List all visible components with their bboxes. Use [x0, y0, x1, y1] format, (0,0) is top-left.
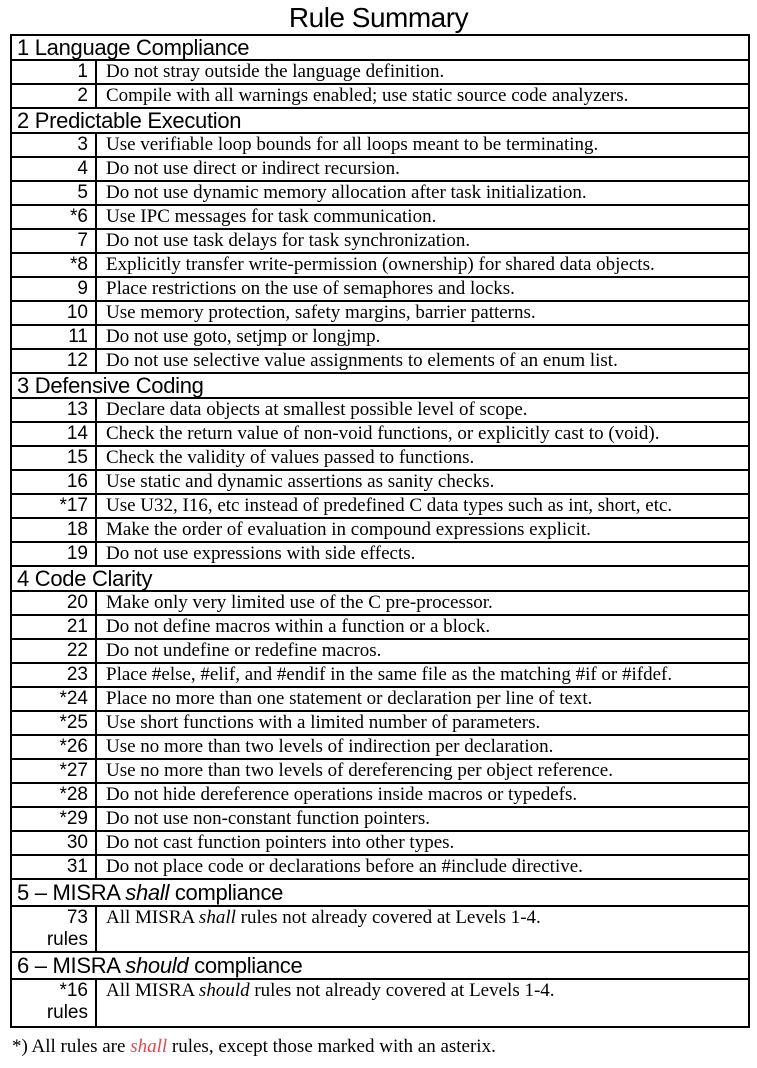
- rule-row: [12, 206, 748, 230]
- rule-text: Do not use non-constant function pointers.: [106, 808, 431, 829]
- footnote-text: *) All rules are: [12, 1036, 131, 1057]
- section-header-text: compliance: [188, 953, 303, 978]
- rule-text: Use verifiable loop bounds for all loops meant to be terminating.: [106, 134, 599, 155]
- rule-number: *29: [12, 808, 97, 830]
- rule-row: [12, 326, 748, 350]
- rule-row: [12, 447, 748, 471]
- footnote-text: rules, except those marked with an asterix.: [167, 1036, 496, 1057]
- rule-row: [12, 980, 748, 1026]
- rule-number: 4: [12, 158, 97, 180]
- rule-number: 13: [12, 399, 97, 421]
- rule-number: 16: [12, 471, 97, 493]
- rule-text: Use no more than two levels of indirection per declaration.: [106, 736, 554, 757]
- rule-number: *24: [12, 688, 97, 710]
- rule-row: [12, 85, 748, 109]
- rule-text: Use static and dynamic assertions as sanity checks.: [106, 471, 495, 492]
- rule-row: [12, 808, 748, 832]
- rule-number: 5: [12, 182, 97, 204]
- rule-row: [12, 158, 748, 182]
- rule-number: 23: [12, 664, 97, 686]
- rule-row: [12, 856, 748, 880]
- rule-number: *8: [12, 254, 97, 276]
- rule-number: 20: [12, 592, 97, 614]
- rule-row: [12, 519, 748, 543]
- rule-text: Compile with all warnings enabled; use static source code analyzers.: [106, 85, 629, 106]
- rule-count: *16: [59, 980, 88, 1001]
- section-header-emphasis: shall: [125, 880, 170, 905]
- rule-summary-table: [10, 34, 750, 1028]
- rule-number: *28: [12, 784, 97, 806]
- rule-row: [12, 495, 748, 519]
- rule-text: Use U32, I16, etc instead of predefined C data types such as int, short, etc.: [106, 495, 673, 516]
- rule-row: [12, 592, 748, 616]
- rule-number: 3: [12, 134, 97, 156]
- rule-text: All MISRA shall rules not already covered at Levels 1-4.: [106, 907, 541, 928]
- rule-number: 7: [12, 230, 97, 252]
- rule-text: Do not use expressions with side effects.: [106, 543, 416, 564]
- rule-text: Do not place code or declarations before an #include directive.: [106, 856, 583, 877]
- rule-number: 21: [12, 616, 97, 638]
- rule-number: 9: [12, 278, 97, 300]
- rule-row: [12, 182, 748, 206]
- rule-text: Explicitly transfer write-permission (ownership) for shared data objects.: [106, 254, 655, 275]
- rule-number: 12: [12, 350, 97, 372]
- rule-text: Do not cast function pointers into other types.: [106, 832, 455, 853]
- rule-number: [12, 980, 97, 1026]
- rule-number: 18: [12, 519, 97, 541]
- rule-number: 30: [12, 832, 97, 854]
- rule-number: 2: [12, 85, 97, 107]
- rule-count-unit: rules: [46, 1002, 88, 1023]
- rule-text: Declare data objects at smallest possible level of scope.: [106, 399, 528, 420]
- section-header-misra-should: [12, 953, 748, 980]
- section-header-code-clarity: 4 Code Clarity: [12, 567, 748, 592]
- rule-row: [12, 640, 748, 664]
- rule-row: [12, 134, 748, 158]
- rule-row: [12, 712, 748, 736]
- section-header-text: compliance: [169, 880, 284, 905]
- rule-number: 11: [12, 326, 97, 348]
- rule-row: [12, 278, 748, 302]
- rule-text: Do not define macros within a function or a block.: [106, 616, 491, 637]
- section-header-defensive-coding: 3 Defensive Coding: [12, 374, 748, 399]
- rule-number: 14: [12, 423, 97, 445]
- section-header-predictable-execution: 2 Predictable Execution: [12, 109, 748, 134]
- rule-row: [12, 907, 748, 953]
- rule-text: Do not use task delays for task synchronization.: [106, 230, 471, 251]
- rule-number: [12, 907, 97, 951]
- rule-number: 19: [12, 543, 97, 565]
- rule-number: 22: [12, 640, 97, 662]
- rule-number: 10: [12, 302, 97, 324]
- rule-text: Use IPC messages for task communication.: [106, 206, 437, 227]
- rule-row: [12, 254, 748, 278]
- rule-number: *26: [12, 736, 97, 758]
- rule-text: Make only very limited use of the C pre-processor.: [106, 592, 493, 613]
- page-title: Rule Summary: [288, 2, 469, 33]
- footnote: [12, 1036, 757, 1058]
- rule-count: 73: [66, 907, 88, 928]
- rule-text: Do not stray outside the language definition.: [106, 61, 445, 82]
- rule-number: 31: [12, 856, 97, 878]
- rule-text: Use short functions with a limited number of parameters.: [106, 712, 541, 733]
- section-header-text: 5 – MISRA: [17, 880, 126, 905]
- rule-number: 15: [12, 447, 97, 469]
- rule-text: Make the order of evaluation in compound expressions explicit.: [106, 519, 591, 540]
- rule-text: Do not undefine or redefine macros.: [106, 640, 382, 661]
- rule-text: Do not use dynamic memory allocation after task initialization.: [106, 182, 587, 203]
- rule-number: 1: [12, 61, 97, 83]
- rule-row: [12, 399, 748, 423]
- rule-number: *25: [12, 712, 97, 734]
- rule-text: Do not use goto, setjmp or longjmp.: [106, 326, 381, 347]
- rule-row: [12, 616, 748, 640]
- rule-text: Use no more than two levels of dereferencing per object reference.: [106, 760, 613, 781]
- section-header-language-compliance: 1 Language Compliance: [12, 36, 748, 61]
- rule-count-unit: rules: [46, 929, 88, 950]
- rule-row: [12, 832, 748, 856]
- rule-text: Use memory protection, safety margins, barrier patterns.: [106, 302, 536, 323]
- rule-row: [12, 423, 748, 447]
- rule-text: Place no more than one statement or declaration per line of text.: [106, 688, 593, 709]
- rule-text: Check the return value of non-void functions, or explicitly cast to (void).: [106, 423, 660, 444]
- rule-row: [12, 784, 748, 808]
- rule-number: *6: [12, 206, 97, 228]
- rule-row: [12, 736, 748, 760]
- section-header-text: 6 – MISRA: [17, 953, 126, 978]
- section-header-emphasis: should: [125, 953, 189, 978]
- rule-row: [12, 471, 748, 495]
- rule-row: [12, 302, 748, 326]
- rule-row: [12, 688, 748, 712]
- rule-text: Check the validity of values passed to functions.: [106, 447, 475, 468]
- rule-text: Place #else, #elif, and #endif in the same file as the matching #if or #ifdef.: [106, 664, 673, 685]
- rule-row: [12, 543, 748, 567]
- rule-text: Do not hide dereference operations inside macros or typedefs.: [106, 784, 578, 805]
- rule-number: *27: [12, 760, 97, 782]
- rule-number: *17: [12, 495, 97, 517]
- rule-text: Place restrictions on the use of semaphores and locks.: [106, 278, 515, 299]
- rule-row: [12, 760, 748, 784]
- section-header-misra-shall: [12, 880, 748, 907]
- footnote-emphasis: shall: [130, 1036, 168, 1057]
- rule-row: [12, 61, 748, 85]
- rule-row: [12, 664, 748, 688]
- rule-text: Do not use direct or indirect recursion.: [106, 158, 400, 179]
- rule-row: [12, 350, 748, 374]
- rule-text: Do not use selective value assignments to elements of an enum list.: [106, 350, 618, 371]
- rule-text: All MISRA should rules not already covered at Levels 1-4.: [106, 980, 555, 1001]
- rule-row: [12, 230, 748, 254]
